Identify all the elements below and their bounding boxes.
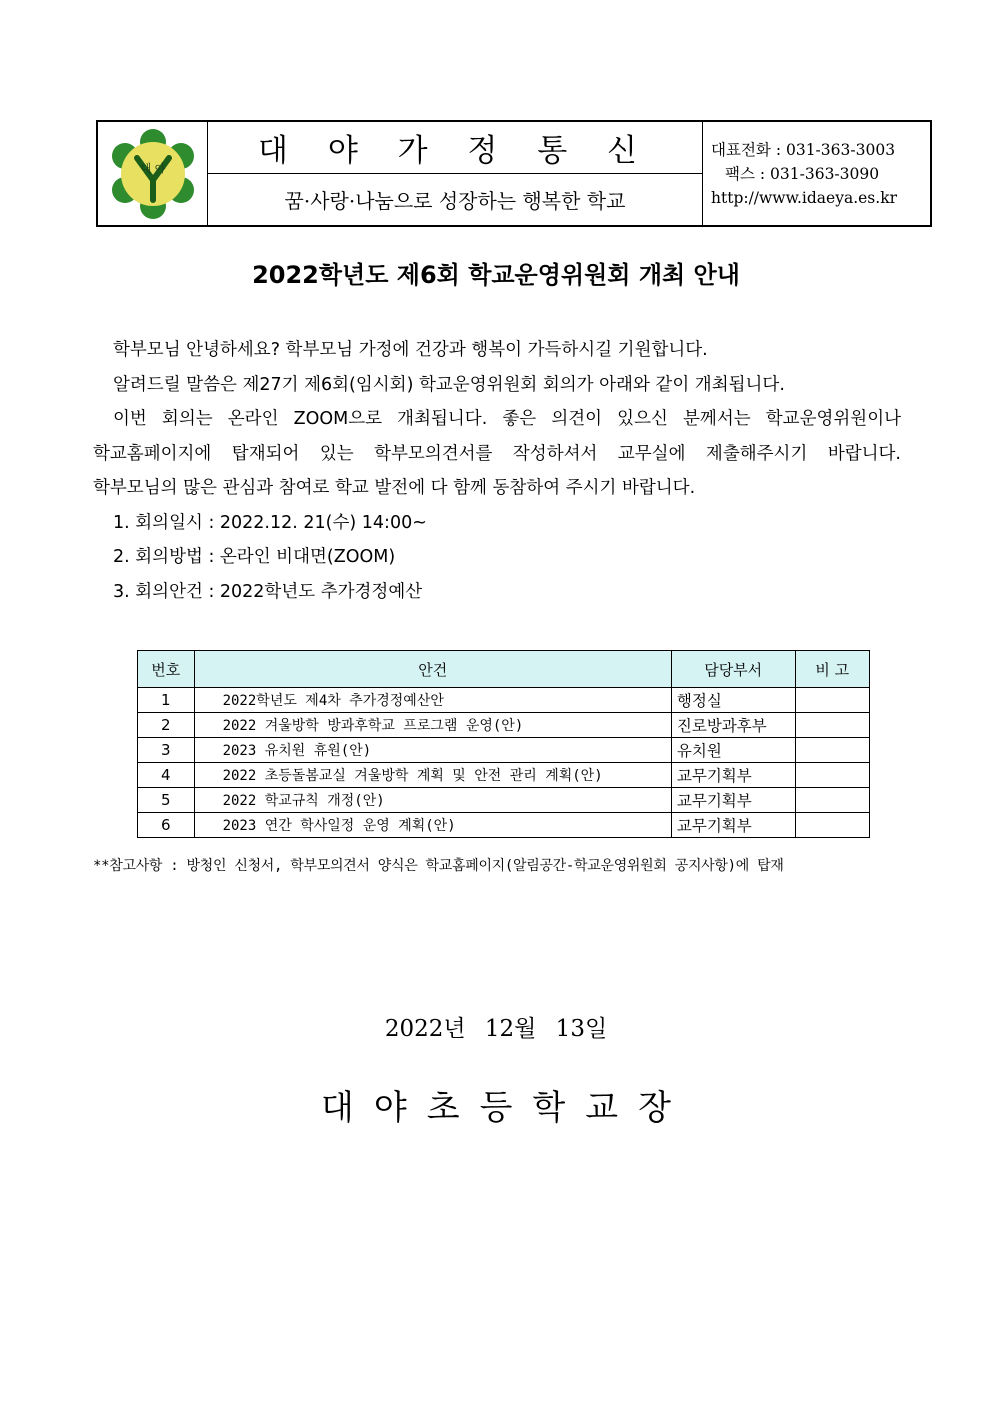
row-number: 2 [138, 713, 195, 738]
paragraph-closing: 학부모님의 많은 관심과 참여로 학교 발전에 다 함께 동참하여 주시기 바랍니다. [93, 478, 696, 498]
row-note [795, 788, 870, 813]
header-note: 비 고 [795, 651, 870, 688]
signer: 대야초등학교장 [321, 1088, 691, 1128]
meeting-agenda-item: 3. 회의안건 : 2022학년도 추가경정예산 [113, 581, 423, 602]
row-item: 2022 겨울방학 방과후학교 프로그램 운영(안) [194, 713, 671, 738]
row-department: 유치원 [671, 738, 795, 763]
table-row [138, 788, 870, 813]
fax-number: 팩스 : 031-363-3090 [725, 164, 880, 183]
header-number: 번호 [138, 651, 195, 688]
website-link[interactable]: http://www.idaeya.es.kr [711, 188, 897, 207]
row-number: 5 [138, 788, 195, 813]
table-header-row [138, 651, 870, 688]
row-item: 2023 연간 학사일정 운영 계획(안) [194, 813, 671, 838]
school-logo [107, 128, 199, 220]
paragraph-greeting: 학부모님 안녕하세요? 학부모님 가정에 건강과 행복이 가득하시길 기원합니다. [113, 340, 708, 360]
paragraph-announcement: 알려드릴 말씀은 제27기 제6회(임시회) 학교운영위원회 회의가 아래와 같이 개최됩니다. [113, 374, 785, 395]
row-number: 1 [138, 688, 195, 713]
logo-text: 대 야 [140, 161, 165, 175]
row-note [795, 688, 870, 713]
table-row [138, 688, 870, 713]
row-number: 6 [138, 813, 195, 838]
row-note [795, 763, 870, 788]
meeting-method-item: 2. 회의방법 : 온라인 비대면(ZOOM) [113, 547, 396, 567]
table-row [138, 713, 870, 738]
reference-note: **참고사항 : 방청인 신청서, 학부모의견서 양식은 학교홈페이지(알림공간-학교운영위원회 공지사항)에 탑재 [93, 858, 784, 874]
header-item: 안건 [194, 651, 671, 688]
school-motto: 꿈·사랑·나눔으로 성장하는 행복한 학교 [284, 189, 626, 213]
row-note [795, 713, 870, 738]
row-department: 교무기획부 [671, 763, 795, 788]
header-department: 담당부서 [671, 651, 795, 688]
row-item: 2023 유치원 휴원(안) [194, 738, 671, 763]
table-row [138, 763, 870, 788]
newsletter-header [96, 120, 932, 227]
agenda-table [137, 650, 870, 838]
row-number: 4 [138, 763, 195, 788]
row-department: 교무기획부 [671, 813, 795, 838]
row-department: 진로방과후부 [671, 713, 795, 738]
row-item: 2022 초등돌봄교실 겨울방학 계획 및 안전 관리 계획(안) [194, 763, 671, 788]
row-department: 교무기획부 [671, 788, 795, 813]
title-cell [208, 122, 703, 225]
paragraph-zoom: 이번 회의는 온라인 ZOOM으로 개최됩니다. 좋은 의견이 있으신 분께서는 학교운영위원이나 [113, 409, 901, 429]
table-row [138, 738, 870, 763]
row-item: 2022학년도 제4차 추가경정예산안 [194, 688, 671, 713]
row-note [795, 738, 870, 763]
newsletter-title: 대 야 가 정 통 신 [208, 122, 702, 174]
document-body [93, 333, 901, 609]
row-number: 3 [138, 738, 195, 763]
contact-info [703, 122, 930, 225]
table-row [138, 813, 870, 838]
school-logo-cell [98, 122, 208, 225]
row-note [795, 813, 870, 838]
row-department: 행정실 [671, 688, 795, 713]
row-item: 2022 학교규칙 개정(안) [194, 788, 671, 813]
phone-number: 대표전화 : 031-363-3003 [711, 140, 896, 159]
meeting-date-item: 1. 회의일시 : 2022.12. 21(수) 14:00~ [113, 512, 427, 533]
paragraph-opinion: 학교홈페이지에 탑재되어 있는 학부모의견서를 작성하셔서 교무실에 제출해주시기 바랍니다. [93, 443, 901, 464]
issue-date: 2022년 12월 13일 [384, 1016, 608, 1042]
document-title: 2022학년도 제6회 학교운영위원회 개최 안내 [252, 261, 740, 289]
